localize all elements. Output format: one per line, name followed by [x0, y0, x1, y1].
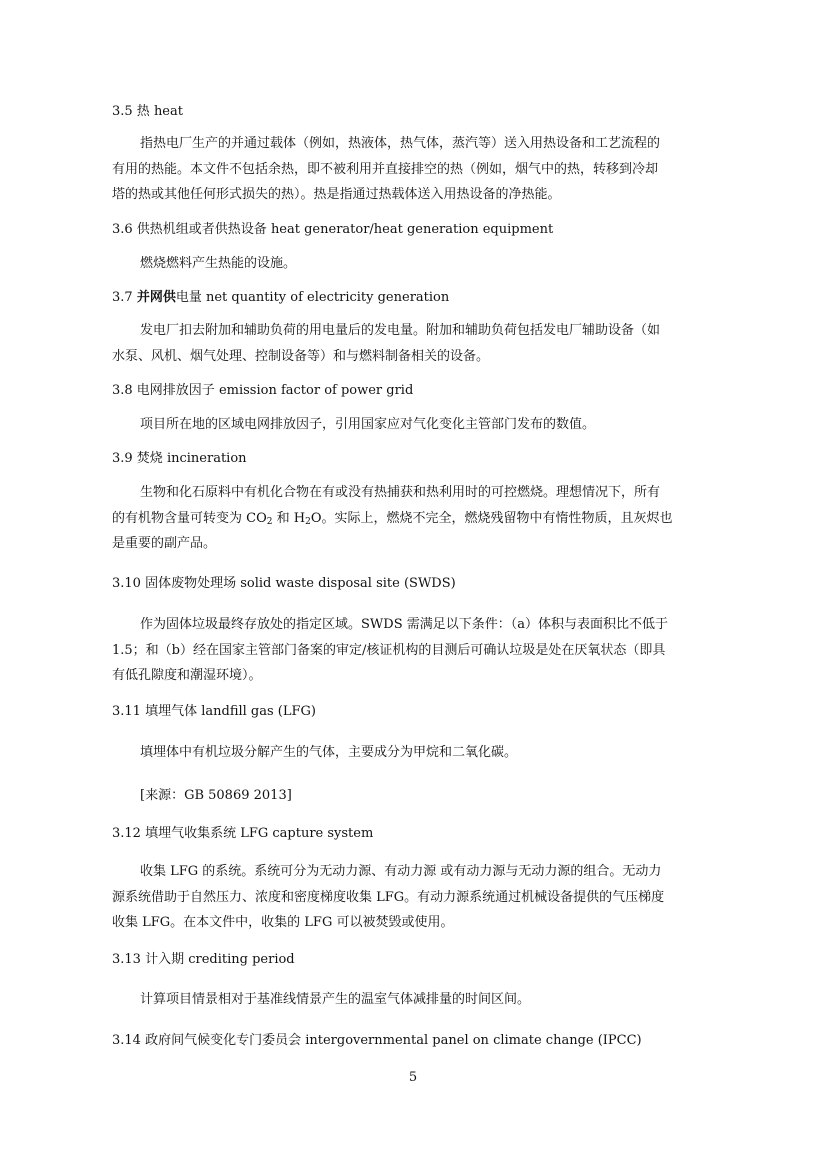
section-heading-3-13: 3.13 计入期 crediting period — [112, 952, 295, 967]
paragraph-3-9 — [112, 480, 726, 557]
text-line: 源系统借助于自然压力、浓度和密度梯度收集 LFG。有动力源系统通过机械设备提供的气压梯度 — [112, 889, 665, 905]
text-line: 是重要的副产品。 — [112, 536, 217, 551]
heading-bold-term: 并网供 — [136, 290, 176, 305]
text-line: 作为固体垃圾最终存放处的指定区域。SWDS 需满足以下条件：（a）体积与表面积比不低于 — [140, 617, 668, 632]
section-heading-3-6: 3.6 供热机组或者供热设备 heat generator/heat generation equipment — [112, 222, 554, 237]
text-line: 收集 LFG。在本文件中，收集的 LFG 可以被焚毁或使用。 — [112, 915, 454, 930]
text-line: 项目所在地的区域电网排放因子，引用国家应对气化变化主管部门发布的数值。 — [140, 417, 596, 432]
paragraph-3-8 — [112, 412, 726, 438]
text-line: 指热电厂生产的并通过载体（例如，热液体，热气体，蒸汽等）送入用热设备和工艺流程的 — [140, 136, 661, 151]
text-line: 的有机物含量可转变为 $CO_2$ 和 $H_2O$。实际上，燃烧不完全，燃烧残留物中有惰性物质，且灰烬也 — [112, 510, 673, 527]
text-line: 计算项目情景相对于基准线情景产生的温室气体减排量的时间区间。 — [140, 992, 531, 1007]
text-line: 生物和化石原料中有机化合物在有或没有热捕获和热利用时的可控燃烧。理想情况下，所有 — [140, 485, 661, 500]
section-heading-3-9: 3.9 焚烧 incineration — [112, 451, 247, 466]
heading-number: 3.7 — [112, 290, 137, 305]
paragraph-3-10 — [112, 612, 726, 689]
text-line: [来源：GB 50869 2013] — [140, 788, 292, 803]
paragraph-3-11 — [112, 740, 726, 766]
section-heading-3-12: 3.12 填埋气收集系统 LFG capture system — [112, 826, 374, 841]
paragraph-3-7 — [112, 318, 726, 369]
section-heading-3-8: 3.8 电网排放因子 emission factor of power grid — [112, 383, 414, 398]
text-line: 有低孔隙度和潮湿环境）。 — [112, 668, 262, 683]
paragraph-3-6 — [112, 251, 726, 277]
paragraph-3-12 — [112, 859, 726, 936]
page-number: 5 — [408, 1070, 418, 1085]
section-heading-3-5: 3.5 热 heat — [112, 104, 183, 119]
text-line: 燃烧燃料产生热能的设施。 — [140, 256, 297, 271]
source-citation — [112, 783, 726, 809]
text-line: 填埋体中有机垃圾分解产生的气体，主要成分为甲烷和二氧化碳。 — [140, 745, 518, 760]
section-heading-3-14: 3.14 政府间气候变化专门委员会 intergovernmental panel on climate change (IPCC) — [112, 1033, 642, 1048]
text-line: 1.5；和（b）经在国家主管部门备案的审定/核证机构的目测后可确认垃圾是处在厌氧状态（即具 — [112, 642, 666, 658]
text-line: 发电厂扣去附加和辅助负荷的用电量后的发电量。附加和辅助负荷包括发电厂辅助设备（如 — [140, 323, 661, 338]
text-line: 水泵、风机、烟气处理、控制设备等）和与燃料制备相关的设备。 — [112, 348, 490, 364]
text-line: 收集 LFG 的系统。系统可分为无动力源、有动力源 或有动力源与无动力源的组合。无动力 — [140, 864, 662, 879]
paragraph-3-5 — [112, 131, 726, 208]
section-heading-3-7 — [112, 289, 726, 307]
section-heading-3-11: 3.11 填埋气体 landfill gas (LFG) — [112, 704, 316, 719]
text-line: 有用的热能。本文件不包括余热，即不被利用并直接排空的热（例如，烟气中的热，转移到冷却 — [112, 161, 659, 177]
text-line: 塔的热或其他任何形式损失的热）。热是指通过热载体送入用热设备的净热能。 — [112, 187, 561, 202]
heading-rest: 电量 net quantity of electricity generation — [175, 290, 450, 305]
paragraph-3-13 — [112, 987, 726, 1013]
section-heading-3-10: 3.10 固体废物处理场 solid waste disposal site (SWDS) — [112, 576, 456, 591]
